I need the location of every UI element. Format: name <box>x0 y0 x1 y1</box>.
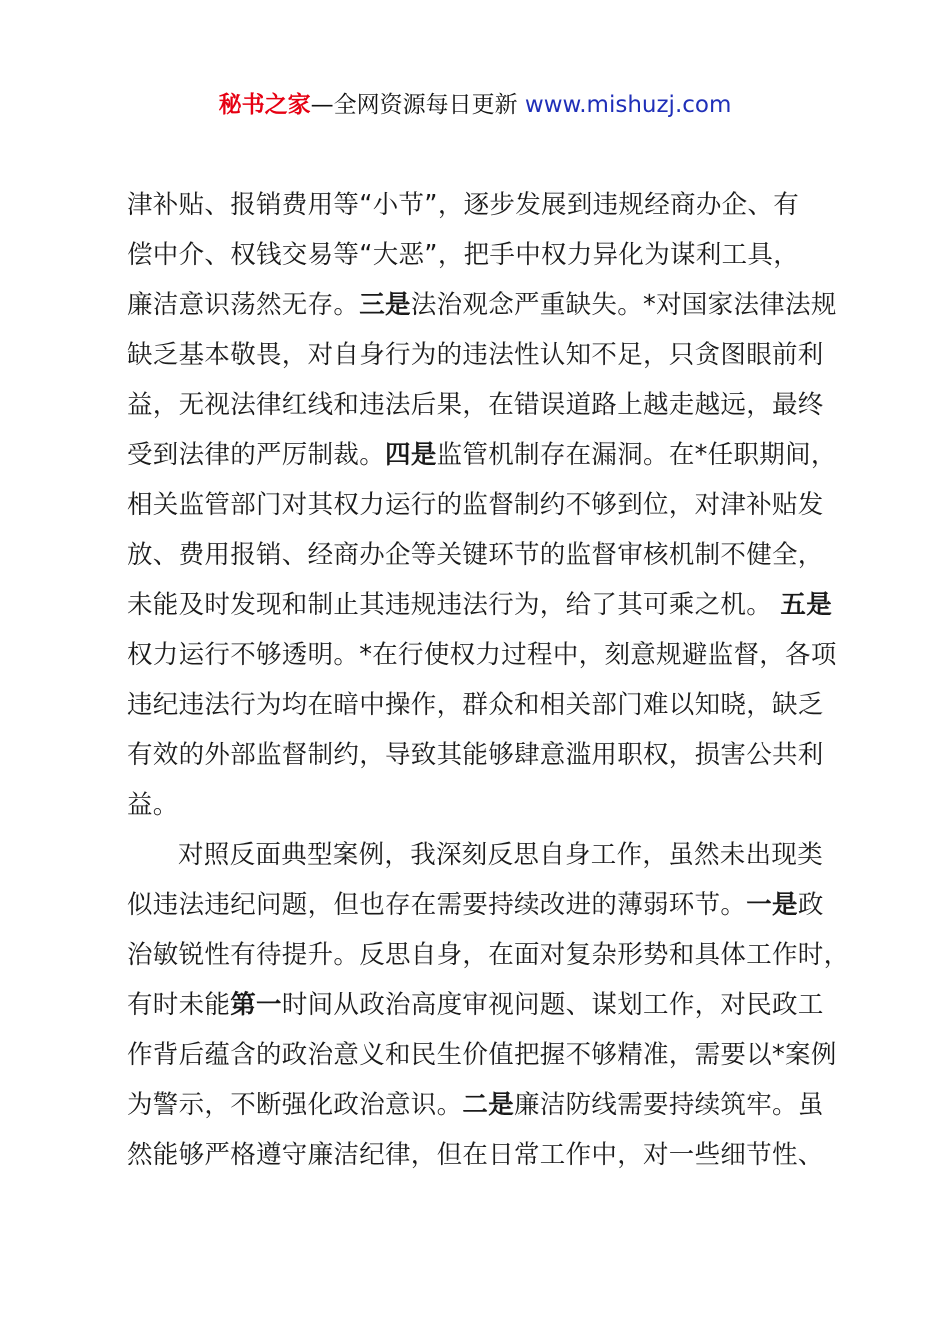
text-run: 法治观念严重缺失。*对国家法律法规 <box>410 290 837 320</box>
page-header <box>0 88 950 122</box>
text-line <box>127 1080 833 1130</box>
text-run: 似违法违纪问题，但也存在需要持续改进的薄弱环节。 <box>127 890 747 920</box>
bold-marker: 四是 <box>385 440 437 470</box>
text-line: 违纪违法行为均在暗中操作，群众和相关部门难以知晓，缺乏 <box>127 690 824 720</box>
document-body <box>127 180 850 1180</box>
text-line <box>127 980 833 1030</box>
text-run: 廉洁防线需要持续筑牢。虽 <box>514 1090 824 1120</box>
text-line: 益。 <box>127 790 179 820</box>
text-line: 放、费用报销、经商办企等关键环节的监督审核机制不健全， <box>127 540 824 570</box>
bold-marker: 三是 <box>359 290 411 320</box>
text-line: 作背后蕴含的政治意义和民生价值把握不够精准，需要以*案例 <box>127 1040 837 1070</box>
bold-marker: 五是 <box>780 590 833 620</box>
text-run: 监管机制存在漏洞。在*任职期间， <box>436 440 837 470</box>
text-line: 治敏锐性有待提升。反思自身，在面对复杂形势和具体工作时， <box>127 940 850 970</box>
text-line: 偿中介、权钱交易等“大恶”，把手中权力异化为谋利工具， <box>127 240 800 270</box>
paragraph-1 <box>127 180 837 830</box>
text-run: 为警示，不断强化政治意识。 <box>127 1090 463 1120</box>
text-run: 政 <box>797 890 824 920</box>
text-line <box>127 880 833 930</box>
text-line: 津补贴、报销费用等“小节”，逐步发展到违规经商办企、有 <box>127 190 800 220</box>
text-run: 时间从政治高度审视问题、谋划工作，对民政工 <box>281 990 824 1020</box>
text-run: 有时未能 <box>127 990 231 1020</box>
text-line <box>127 580 833 630</box>
text-line: 权力运行不够透明。*在行使权力过程中，刻意规避监督，各项 <box>127 640 837 670</box>
text-run: 廉洁意识荡然无存。 <box>127 290 360 320</box>
text-line: 有效的外部监督制约，导致其能够肆意滥用职权，损害公共利 <box>127 740 824 770</box>
text-run: 受到法律的严厉制裁。 <box>127 440 386 470</box>
text-line <box>127 430 837 480</box>
header-url[interactable]: www.mishuzj.com <box>524 92 732 118</box>
bold-marker: 第一 <box>230 990 282 1020</box>
brand-name: 秘书之家 <box>218 92 311 118</box>
bold-marker: 二是 <box>462 1090 515 1120</box>
text-line <box>127 280 837 330</box>
text-run: 未能及时发现和制止其违规违法行为，给了其可乘之机。 <box>127 590 773 620</box>
paragraph-2 <box>127 830 850 1180</box>
header-tagline: —全网资源每日更新 <box>310 92 518 118</box>
text-line: 益，无视法律红线和违法后果，在错误道路上越走越远，最终 <box>127 390 824 420</box>
text-line: 对照反面典型案例，我深刻反思自身工作，虽然未出现类 <box>178 840 824 870</box>
bold-marker: 一是 <box>746 890 798 920</box>
text-line: 相关监管部门对其权力运行的监督制约不够到位，对津补贴发 <box>127 490 824 520</box>
text-line: 然能够严格遵守廉洁纪律，但在日常工作中，对一些细节性、 <box>127 1140 824 1170</box>
text-line: 缺乏基本敬畏，对自身行为的违法性认知不足，只贪图眼前利 <box>127 340 824 370</box>
